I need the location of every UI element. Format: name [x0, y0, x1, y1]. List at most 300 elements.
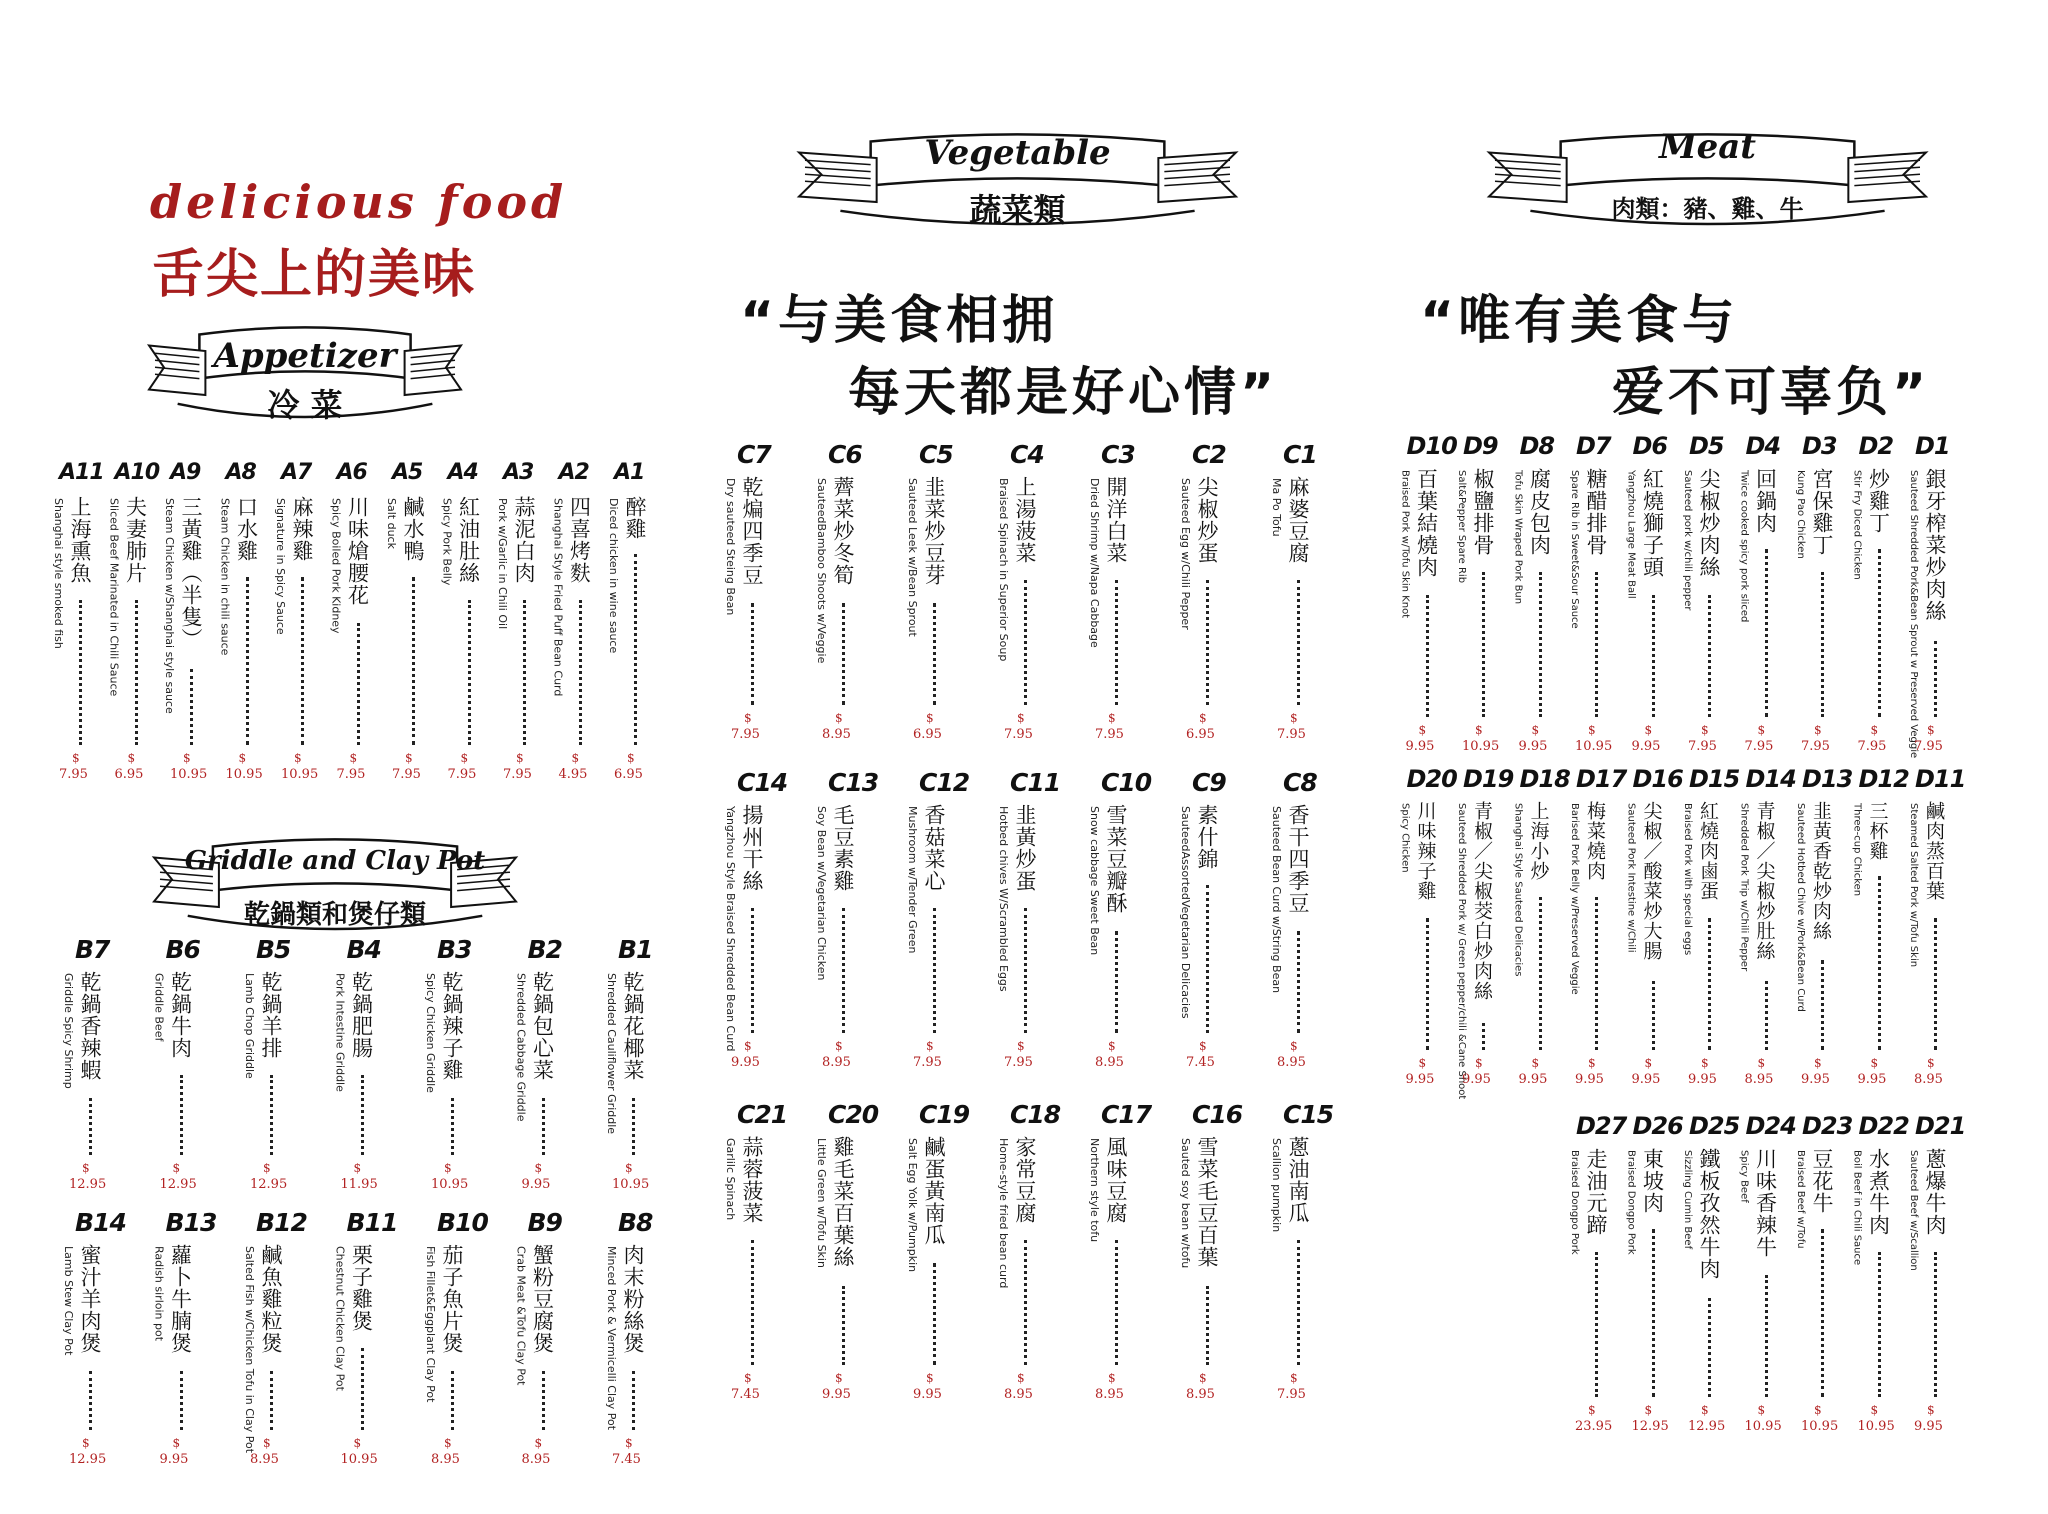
item-code: C21	[737, 1100, 788, 1129]
item-name-zh: 醉雞	[623, 496, 647, 540]
item-price: 7.45	[731, 1387, 760, 1402]
item-code: C16	[1192, 1100, 1243, 1129]
menu-item-d23	[1795, 1112, 1853, 1437]
item-code: D5	[1689, 432, 1724, 460]
menu-item-a6	[329, 460, 383, 785]
item-name-zh: 口水雞	[234, 496, 259, 562]
item-name-zh: 川味香辣牛	[1753, 1148, 1778, 1258]
leader-dots	[301, 577, 304, 745]
appetizer-banner	[145, 318, 465, 428]
currency-symbol: $	[294, 751, 302, 765]
leader-dots	[842, 603, 845, 705]
leader-dots	[270, 1371, 273, 1430]
item-price: 8.95	[1095, 1055, 1124, 1070]
leader-dots	[89, 1371, 92, 1430]
item-price: 7.95	[1744, 739, 1774, 754]
currency-symbol: $	[1870, 1403, 1879, 1417]
leader-dots	[79, 600, 82, 745]
item-code: D14	[1745, 765, 1796, 793]
item-name-zh: 紅燒肉鹵蛋	[1697, 801, 1719, 901]
currency-symbol: $	[1644, 1056, 1653, 1070]
item-name-zh: 青椒／尖椒茭白炒肉絲	[1471, 801, 1493, 1001]
item-code: C19	[919, 1100, 970, 1129]
item-price: 7.95	[1801, 739, 1830, 754]
item-name-en: Steam Chicken in chili sauce	[218, 498, 232, 656]
item-name-zh: 蒜泥白肉	[512, 496, 536, 584]
item-name-en: Lamb Stew Clay Pot	[62, 1246, 75, 1356]
item-price: 8.95	[822, 1055, 851, 1070]
item-name-en: Salt&Pepper Spare Rib	[1456, 470, 1467, 584]
item-name-zh: 走油元蹄	[1584, 1148, 1608, 1236]
item-name-en: Sauteed Pork Intestine w/Chili	[1625, 803, 1637, 953]
currency-symbol: $	[1199, 711, 1207, 725]
item-name-zh: 開洋白菜	[1104, 476, 1128, 564]
menu-item-b7	[62, 935, 115, 1195]
currency-symbol: $	[534, 1436, 543, 1450]
item-name-zh: 上湯菠菜	[1013, 476, 1037, 564]
item-name-zh: 雪菜毛豆百葉	[1195, 1136, 1219, 1268]
item-price: 6.95	[114, 767, 144, 782]
currency-symbol: $	[444, 1161, 452, 1175]
currency-symbol: $	[744, 711, 752, 725]
currency-symbol: $	[1644, 1403, 1653, 1417]
leader-dots	[361, 1075, 364, 1155]
leader-dots	[361, 1348, 364, 1430]
menu-item-c4	[997, 440, 1050, 745]
currency-symbol: $	[72, 751, 80, 765]
item-name-zh: 韭黃炒蛋	[1013, 804, 1037, 892]
item-name-zh: 香干四季豆	[1286, 804, 1310, 914]
currency-symbol: $	[625, 1161, 633, 1175]
item-code: C20	[828, 1100, 879, 1129]
leader-dots	[1765, 549, 1768, 717]
leader-dots	[1878, 1252, 1881, 1397]
leader-dots	[1539, 572, 1542, 717]
menu-item-c7	[724, 440, 777, 745]
menu-item-c13	[815, 768, 879, 1073]
item-code: D11	[1915, 765, 1966, 793]
currency-symbol: $	[744, 1039, 752, 1053]
item-code: C17	[1101, 1100, 1152, 1129]
item-name-en: Twice cooked spicy pork sliced	[1738, 470, 1750, 623]
item-code: A11	[59, 460, 104, 485]
item-code: B4	[346, 935, 381, 964]
item-code: B11	[346, 1208, 398, 1237]
menu-item-d13	[1795, 765, 1853, 1090]
item-name-zh: 尖椒／酸菜炒大腸	[1640, 801, 1663, 961]
item-name-en: Shredded Pork Trip w/Chili Pepper	[1738, 803, 1750, 972]
menu-item-c1	[1270, 440, 1323, 745]
item-price: 9.95	[1462, 1072, 1491, 1087]
item-price: 10.95	[281, 767, 319, 782]
leader-dots	[933, 603, 936, 705]
item-code: C5	[919, 440, 953, 469]
leader-dots	[842, 908, 845, 1033]
item-code: D15	[1689, 765, 1740, 793]
item-code: D7	[1576, 432, 1611, 460]
item-code: C10	[1101, 768, 1152, 797]
meat-banner	[1485, 125, 1930, 235]
vegetable-slogan-line2: 每天都是好心情”	[848, 363, 1279, 423]
item-name-zh: 乾煸四季豆	[740, 476, 764, 586]
item-name-en: Scallion pumpkin	[1270, 1138, 1283, 1233]
leader-dots	[1115, 580, 1118, 705]
item-name-zh: 銀牙榨菜炒肉絲	[1923, 468, 1947, 622]
leader-dots	[1652, 1229, 1655, 1397]
leader-dots	[1652, 595, 1655, 717]
leader-dots	[542, 1371, 545, 1430]
item-price: 23.95	[1575, 1419, 1613, 1434]
menu-item-c20	[815, 1100, 879, 1405]
menu-item-d12	[1851, 765, 1909, 1090]
meat-slogan-line2: 爱不可辜负”	[1612, 363, 1931, 423]
item-name-en: Minced Pork & Vermicelli Clay Pot	[605, 1246, 618, 1431]
currency-symbol: $	[835, 711, 843, 725]
item-code: D24	[1745, 1112, 1796, 1140]
item-price: 4.95	[558, 767, 588, 782]
currency-symbol: $	[1870, 723, 1879, 737]
item-price: 10.95	[1801, 1419, 1839, 1434]
item-price: 10.95	[612, 1177, 650, 1192]
menu-item-d8	[1512, 432, 1565, 757]
leader-dots	[1024, 908, 1027, 1033]
item-price: 9.95	[1405, 1072, 1435, 1087]
currency-symbol: $	[835, 1371, 843, 1385]
menu-item-a3	[496, 460, 549, 785]
leader-dots	[135, 600, 138, 745]
item-name-en: Shredded Cabbage Griddle	[514, 973, 528, 1122]
currency-symbol: $	[835, 1039, 843, 1053]
leader-dots	[1539, 897, 1542, 1050]
item-name-zh: 糖醋排骨	[1584, 468, 1608, 556]
item-code: A6	[336, 460, 367, 485]
item-name-zh: 蔥油南瓜	[1286, 1136, 1310, 1224]
item-name-en: Home-style fried bean curd	[997, 1138, 1010, 1289]
item-name-en: Sauteed Bean Curd w/String Bean	[1270, 806, 1283, 994]
item-name-zh: 雪菜豆瓣酥	[1104, 804, 1128, 914]
item-name-en: Sauted soy bean w/tofu	[1179, 1138, 1192, 1269]
item-name-zh: 乾鍋牛肉	[168, 971, 193, 1059]
currency-symbol: $	[1701, 723, 1709, 737]
item-name-zh: 鹹魚雞粒煲	[259, 1244, 283, 1354]
currency-symbol: $	[238, 751, 247, 765]
item-price: 7.45	[612, 1452, 641, 1467]
leader-dots	[468, 600, 471, 745]
currency-symbol: $	[263, 1161, 271, 1175]
currency-symbol: $	[1588, 1056, 1596, 1070]
leader-dots	[1821, 572, 1824, 717]
item-name-en: Sauteed Shredded Pork w/ Green pepper/chili &Cane Shoot	[1456, 803, 1467, 1100]
item-name-en: Fish Fillet&Eggplant Clay Pot	[424, 1246, 437, 1403]
meat-title-zh: 肉類：豬、雞、牛	[1611, 195, 1804, 223]
item-price: 9.95	[1575, 1072, 1604, 1087]
item-price: 10.95	[340, 1452, 378, 1467]
item-price: 9.95	[1631, 1072, 1661, 1087]
currency-symbol: $	[534, 1161, 543, 1175]
menu-item-d5	[1682, 432, 1734, 757]
leader-dots	[1708, 1298, 1711, 1397]
currency-symbol: $	[172, 1436, 181, 1450]
item-code: C6	[828, 440, 862, 469]
item-name-zh: 尖椒炒蛋	[1195, 476, 1219, 564]
item-price: 7.95	[913, 1055, 942, 1070]
griddle-title-zh: 乾鍋類和煲仔類	[243, 900, 426, 930]
item-name-en: Dried Shrimp w/Napa Cabbage	[1088, 478, 1101, 648]
menu-item-d3	[1795, 432, 1847, 757]
leader-dots	[1765, 1275, 1768, 1397]
item-code: D9	[1463, 432, 1498, 460]
currency-symbol: $	[1290, 1371, 1298, 1385]
currency-symbol: $	[444, 1436, 452, 1450]
item-name-zh: 肉末粉絲煲	[621, 1244, 645, 1354]
currency-symbol: $	[1199, 1039, 1207, 1053]
currency-symbol: $	[82, 1161, 90, 1175]
currency-symbol: $	[1017, 711, 1025, 725]
menu-item-c6	[815, 440, 868, 745]
leader-dots	[1297, 1240, 1300, 1365]
item-name-zh: 乾鍋羊排	[259, 971, 283, 1059]
currency-symbol: $	[1531, 1056, 1540, 1070]
item-name-zh: 乾鍋香辣蝦	[78, 971, 102, 1081]
leader-dots	[1482, 572, 1485, 717]
menu-item-d10	[1399, 432, 1457, 757]
leader-dots	[842, 1286, 845, 1365]
menu-item-b5	[243, 935, 296, 1195]
item-code: D17	[1576, 765, 1627, 793]
currency-symbol: $	[571, 751, 580, 765]
item-name-en: Shanghai Style Sauteed Delicacies	[1512, 803, 1524, 977]
leader-dots	[1821, 960, 1824, 1050]
leader-dots	[246, 577, 249, 745]
item-price: 7.95	[1857, 739, 1887, 754]
menu-item-d25	[1682, 1112, 1740, 1437]
menu-item-a10	[107, 460, 161, 785]
leader-dots	[1934, 1252, 1937, 1397]
item-code: D18	[1519, 765, 1570, 793]
item-price: 7.95	[731, 727, 760, 742]
item-price: 7.95	[1277, 727, 1306, 742]
item-name-zh: 韭菜炒豆芽	[922, 476, 946, 586]
item-name-en: Sliced Beef Marinated in Chili Sauce	[107, 498, 121, 697]
item-name-en: Hotbed chives W/Scrambled Eggs	[997, 806, 1010, 992]
item-name-en: Mushroom w/Tender Green	[906, 806, 919, 954]
menu-item-b14	[62, 1208, 126, 1470]
item-code: C2	[1192, 440, 1226, 469]
item-code: D6	[1632, 432, 1668, 460]
currency-symbol: $	[1588, 1403, 1596, 1417]
menu-item-c16	[1179, 1100, 1243, 1405]
leader-dots	[89, 1098, 92, 1155]
leader-dots	[1595, 1252, 1598, 1397]
item-name-en: Dry sauteed Steing Bean	[724, 478, 737, 616]
item-name-en: Sauteed pork w/chili pepper	[1682, 470, 1693, 611]
leader-dots	[1024, 1240, 1027, 1365]
item-code: D21	[1915, 1112, 1966, 1140]
item-price: 7.95	[503, 767, 532, 782]
item-price: 7.95	[1004, 1055, 1033, 1070]
currency-symbol: $	[516, 751, 524, 765]
currency-symbol: $	[627, 751, 635, 765]
menu-item-d15	[1682, 765, 1740, 1090]
leader-dots	[270, 1075, 273, 1155]
item-name-zh: 蒜蓉菠菜	[740, 1136, 764, 1224]
item-price: 7.95	[59, 767, 88, 782]
item-code: B8	[618, 1208, 653, 1237]
leader-dots	[751, 908, 754, 1033]
leader-dots	[190, 669, 193, 745]
currency-symbol: $	[1701, 1403, 1709, 1417]
item-code: D19	[1463, 765, 1514, 793]
item-name-en: Northern style tofu	[1088, 1138, 1101, 1243]
leader-dots	[1934, 641, 1937, 717]
menu-item-c3	[1088, 440, 1141, 745]
item-name-en: Snow cabbage Sweet Bean	[1088, 806, 1101, 956]
item-price: 9.95	[731, 1055, 760, 1070]
item-price: 7.95	[1277, 1387, 1306, 1402]
currency-symbol: $	[183, 751, 191, 765]
currency-symbol: $	[1531, 723, 1540, 737]
item-name-zh: 川味辣子雞	[1414, 801, 1437, 901]
item-name-zh: 回鍋肉	[1753, 468, 1778, 534]
item-code: C4	[1010, 440, 1044, 469]
item-name-zh: 韭黃香乾炒肉絲	[1810, 801, 1832, 941]
item-code: D16	[1632, 765, 1683, 793]
item-name-en: Signature in Spicy Sauce	[274, 498, 287, 635]
item-code: D4	[1745, 432, 1781, 460]
item-code: B3	[437, 935, 472, 964]
item-name-en: Barised Pork Belly w/Preserved Veggie	[1569, 803, 1580, 995]
item-code: C13	[828, 768, 879, 797]
brand-tagline-zh: 舌尖上的美味	[152, 245, 477, 305]
item-name-en: Sauteed Leek w/Bean Sprout	[906, 478, 919, 637]
currency-symbol: $	[1108, 1371, 1116, 1385]
item-name-en: Braised Beef w/Tofu	[1795, 1150, 1806, 1249]
vegetable-title-zh: 蔬菜類	[969, 191, 1066, 229]
item-price: 12.95	[69, 1177, 107, 1192]
item-name-en: Griddle Spicy Shrimp	[62, 973, 75, 1089]
item-name-zh: 茄子魚片煲	[440, 1244, 464, 1354]
appetizer-title-zh: 冷 菜	[267, 386, 343, 424]
item-code: D23	[1802, 1112, 1853, 1140]
item-price: 12.95	[69, 1452, 107, 1467]
item-name-zh: 三杯雞	[1866, 801, 1889, 861]
leader-dots	[751, 603, 754, 705]
item-name-en: Tofu Skin Wraped Pork Bun	[1512, 470, 1524, 605]
item-name-zh: 鹹蛋黃南瓜	[922, 1136, 946, 1246]
item-name-en: Three-cup Chicken	[1851, 803, 1863, 897]
leader-dots	[1595, 572, 1598, 717]
item-price: 12.95	[1631, 1419, 1669, 1434]
leader-dots	[451, 1098, 454, 1155]
currency-symbol: $	[353, 1161, 362, 1175]
item-price: 12.95	[159, 1177, 197, 1192]
leader-dots	[1206, 885, 1209, 1033]
item-code: B10	[437, 1208, 488, 1237]
item-name-zh: 素什錦	[1195, 804, 1219, 870]
item-name-zh: 腐皮包肉	[1527, 468, 1552, 556]
currency-symbol: $	[1475, 1056, 1483, 1070]
item-name-zh: 上海小炒	[1527, 801, 1550, 881]
item-name-en: Boil Beef in Chili Sauce	[1851, 1150, 1863, 1266]
currency-symbol: $	[1017, 1371, 1025, 1385]
item-price: 8.95	[1186, 1387, 1215, 1402]
item-name-en: Ma Po Tofu	[1270, 478, 1283, 537]
currency-symbol: $	[405, 751, 413, 765]
currency-symbol: $	[1588, 723, 1596, 737]
currency-symbol: $	[1418, 1056, 1427, 1070]
item-name-zh: 紅油肚絲	[456, 496, 481, 584]
menu-item-c15	[1270, 1100, 1334, 1405]
item-name-en: SauteedBamboo Shoots w/Veggie	[815, 478, 828, 664]
item-name-en: Soy Bean w/Vegetarian Chicken	[815, 806, 828, 981]
item-code: B13	[165, 1208, 217, 1237]
item-name-zh: 上海熏魚	[68, 496, 92, 584]
currency-symbol: $	[82, 1436, 90, 1450]
item-name-zh: 雞毛菜百葉絲	[831, 1136, 855, 1268]
menu-item-b10	[424, 1208, 488, 1470]
menu-item-a1	[607, 460, 660, 785]
item-name-zh: 風味豆腐	[1104, 1136, 1128, 1224]
item-name-en: Spicy Beef	[1738, 1150, 1750, 1203]
menu-item-d6	[1625, 432, 1678, 757]
item-price: 9.95	[159, 1452, 189, 1467]
menu-item-a7	[274, 460, 327, 785]
item-code: D27	[1576, 1112, 1627, 1140]
menu-item-d14	[1738, 765, 1796, 1090]
item-name-zh: 家常豆腐	[1013, 1136, 1037, 1224]
menu-item-d7	[1569, 432, 1621, 757]
item-name-zh: 毛豆素雞	[831, 804, 855, 892]
item-name-zh: 夫妻肺片	[123, 496, 148, 584]
leader-dots	[1878, 876, 1881, 1050]
currency-symbol: $	[1290, 1039, 1298, 1053]
item-name-en: Steamed Salted Pork w/Tofu Skin	[1908, 803, 1919, 968]
item-price: 8.95	[822, 727, 851, 742]
item-name-zh: 麻婆豆腐	[1286, 476, 1310, 564]
item-name-en: Shredded Cauliflower Griddle	[605, 973, 618, 1135]
menu-item-d16	[1625, 765, 1683, 1090]
item-name-zh: 椒鹽排骨	[1471, 468, 1495, 556]
leader-dots	[1934, 918, 1937, 1050]
item-code: D22	[1858, 1112, 1909, 1140]
menu-item-d17	[1569, 765, 1627, 1090]
menu-item-d27	[1569, 1112, 1627, 1437]
menu-item-b4	[333, 935, 387, 1195]
item-code: D8	[1519, 432, 1555, 460]
menu-item-b8	[605, 1208, 658, 1470]
leader-dots	[1708, 918, 1711, 1050]
item-name-zh: 宮保雞丁	[1810, 468, 1834, 556]
item-price: 9.95	[1405, 739, 1435, 754]
appetizer-title-en: Appetizer	[213, 336, 397, 376]
leader-dots	[579, 600, 582, 745]
item-code: C18	[1010, 1100, 1061, 1129]
item-code: C12	[919, 768, 970, 797]
item-code: D3	[1802, 432, 1837, 460]
currency-symbol: $	[1870, 1056, 1879, 1070]
item-name-zh: 百葉結燒肉	[1414, 468, 1439, 578]
item-code: B14	[75, 1208, 126, 1237]
item-code: B7	[75, 935, 110, 964]
currency-symbol: $	[1757, 723, 1766, 737]
item-name-en: Yangzhou Style Braised Shredded Bean Curd	[724, 806, 737, 1052]
currency-symbol: $	[1757, 1056, 1766, 1070]
item-name-en: Stir Fry Diced Chicken	[1851, 470, 1863, 580]
item-code: A8	[225, 460, 256, 485]
menu-item-a5	[385, 460, 438, 785]
item-name-en: Crab Meat &Tofu Clay Pot	[514, 1246, 528, 1386]
currency-symbol: $	[926, 711, 934, 725]
